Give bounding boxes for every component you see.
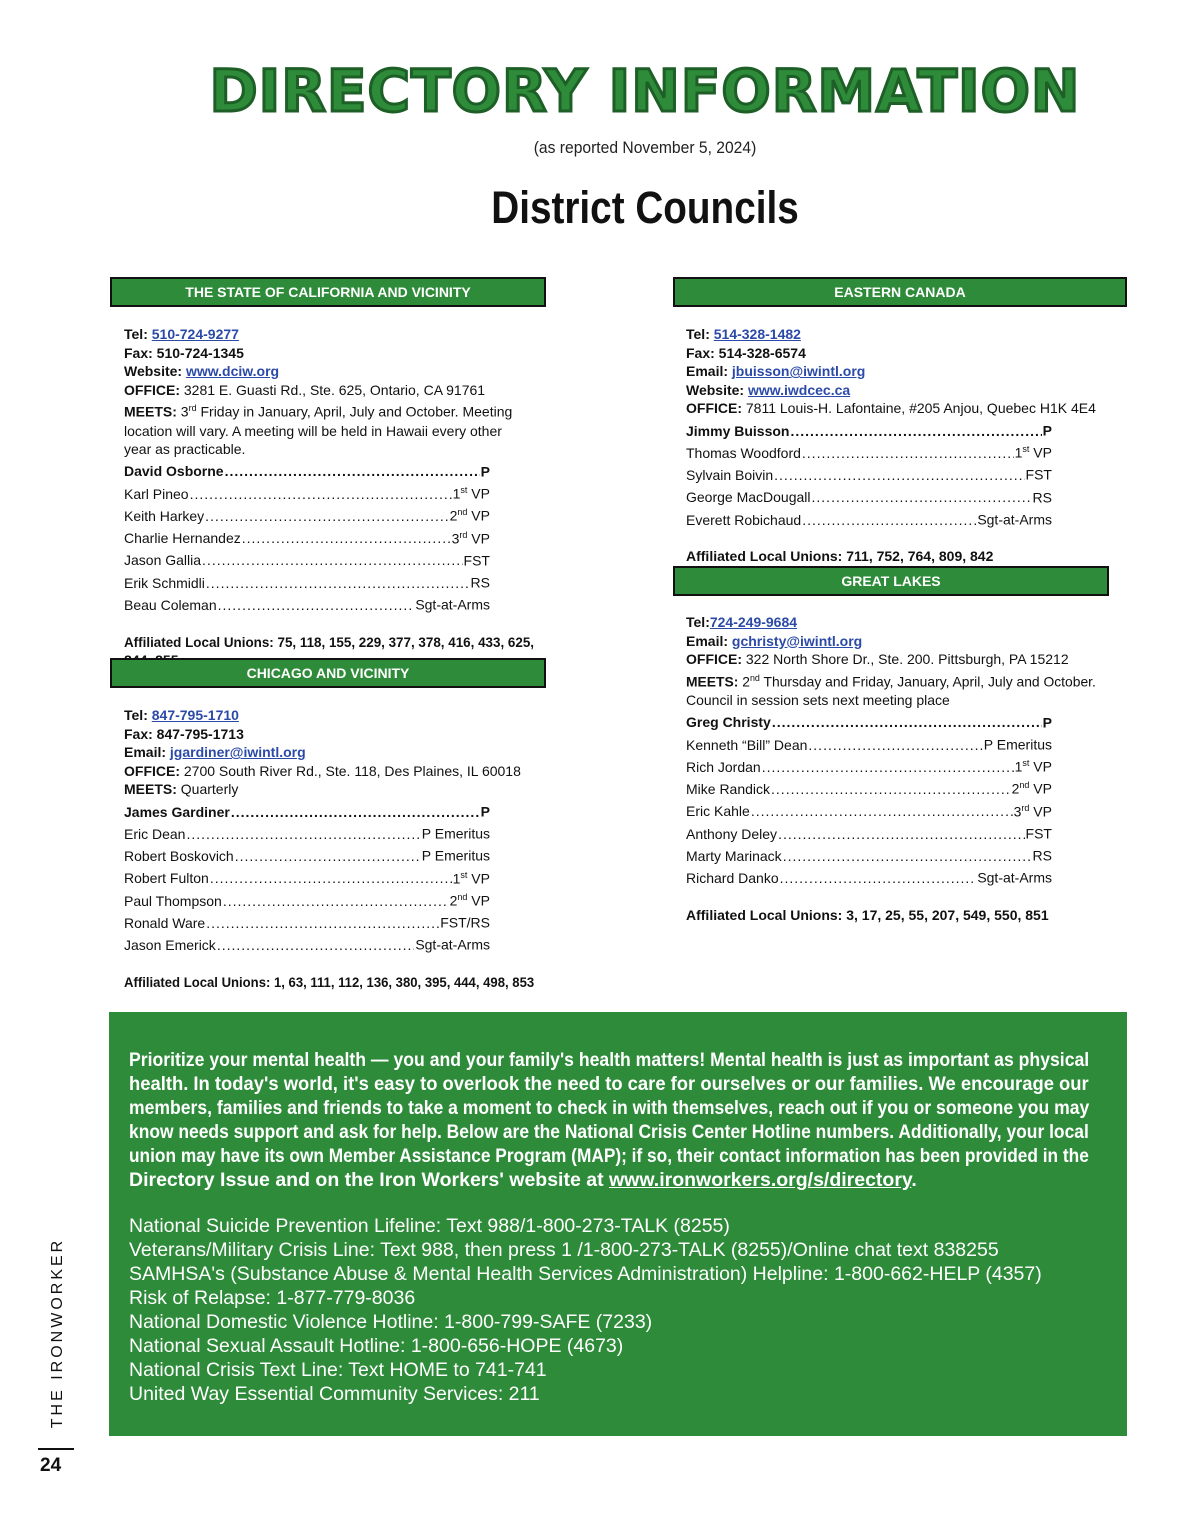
officer-name: Eric Kahle [686,803,750,820]
dot-leader [206,914,439,933]
officer-row [124,526,490,548]
officer-title: 1st VP [452,485,490,502]
officer-name: Anthony Deley [686,825,778,842]
officer-title: 2nd VP [449,891,490,909]
meets-line: MEETS: 2nd Thursday and Friday, January, April, July and October. [686,672,1096,690]
meets-line: MEETS: 3rd Friday in January, April, July and October. Meeting [124,403,513,421]
publication-name: THE IRONWORKER [49,1237,66,1428]
tel-link[interactable]: 514-328-1482 [713,326,801,342]
dot-leader [217,936,415,955]
tel-line: Tel: 847-795-1710 [124,707,239,723]
officer-list [686,418,1052,529]
dot-leader [231,803,480,822]
tel-link[interactable]: 847-795-1710 [151,707,239,723]
officer-name: Beau Coleman [124,596,217,613]
website-line: Website: www.dciw.org [124,363,280,380]
officer-name: Paul Thompson [124,892,222,909]
officer-title: P Emeritus [421,825,490,842]
officer-row [124,888,490,910]
hotline-item: Risk of Relapse: 1-877-779-8036 [129,1287,416,1309]
officer-row [124,821,490,843]
dot-leader [190,485,452,504]
email-line: Email: gchristy@iwintl.org [686,632,863,649]
tel-link[interactable]: 510-724-9277 [151,326,239,342]
hotline-list [129,1214,1089,1406]
officer-list [124,459,490,615]
great-lakes-heading: GREAT LAKES [673,566,1109,596]
officer-title: P Emeritus [983,736,1052,753]
officer-title: RS [1032,847,1052,864]
dot-leader [774,466,1024,485]
officer-row [686,507,1052,529]
officer-row [124,503,490,525]
dot-leader [206,574,470,593]
officer-row [124,592,490,614]
officer-name: Eric Dean [124,825,186,842]
email-line: Email: jgardiner@iwintl.org [124,744,306,761]
officer-name: Karl Pineo [124,485,189,502]
email-link[interactable]: jgardiner@iwintl.org [169,744,306,761]
officer-name: Everett Robichaud [686,511,802,528]
officer-title: 1st VP [452,869,490,887]
officer-name: Sylvain Boivin [686,467,774,484]
chicago-block [124,706,535,991]
meets-line-2: Council in session sets next meeting place [686,692,950,709]
tel-line: Tel:724-249-9684 [686,614,798,630]
directory-link[interactable]: www.ironworkers.org/s/directory [609,1169,912,1191]
officer-name: Robert Fulton [124,870,209,887]
dot-leader [802,511,976,530]
email-link[interactable]: jbuisson@iwintl.org [731,363,866,380]
dot-leader [225,462,480,481]
officer-row [686,440,1052,462]
dot-leader [202,551,463,570]
officer-name: Kenneth “Bill” Dean [686,736,808,753]
officer-name: Keith Harkey [124,507,205,524]
dot-leader [790,422,1041,441]
tel-line: Tel: 510-724-9277 [124,326,239,342]
officer-name: Marty Marinack [686,847,782,864]
officer-name: David Osborne [124,463,224,480]
officer-row [124,481,490,503]
officer-row [124,570,490,592]
officer-name: Jason Gallia [124,552,202,569]
dot-leader [778,825,1024,844]
page-number: 24 [40,1455,62,1476]
officer-title: Sgt-at-Arms [977,511,1052,528]
hotline-item: Veterans/Military Crisis Line: Text 988, then press 1 /1-800-273-TALK (8255)/Online chat text 838255 [129,1239,999,1261]
officer-row [124,548,490,570]
office-line: OFFICE: 2700 South River Rd., Ste. 118, Des Plaines, IL 60018 [124,762,521,779]
officer-name: Rich Jordan [686,758,761,775]
officer-row [686,418,1052,440]
officer-title: RS [470,574,490,591]
dot-leader [205,507,448,526]
officer-title: P Emeritus [421,848,490,865]
officer-title: P [480,803,490,820]
officer-row [124,459,490,481]
office-line: OFFICE: 7811 Louis-H. Lafontaine, #205 Anjou, Quebec H1K 4E4 [686,400,1096,417]
dot-leader [223,892,449,911]
officer-title: FST/RS [440,914,490,931]
california-heading: THE STATE OF CALIFORNIA AND VICINITY [110,277,546,307]
dot-leader [772,713,1042,732]
hotline-item: National Domestic Violence Hotline: 1-800-799-SAFE (7233) [129,1311,653,1333]
officer-row [124,910,490,932]
dot-leader [783,847,1032,866]
officer-name: George MacDougall [686,489,811,506]
dot-leader [780,869,977,888]
mental-health-box [109,1012,1127,1436]
officer-name: Erik Schmidli [124,574,205,591]
email-link[interactable]: gchristy@iwintl.org [731,632,863,649]
office-line: OFFICE: 3281 E. Guasti Rd., Ste. 625, Ontario, CA 91761 [124,381,486,398]
officer-row [686,776,1052,798]
affiliated-line: Affiliated Local Unions: 75, 118, 155, 229, 377, 378, 416, 433, 625, [124,633,535,650]
officer-name: Mike Randick [686,781,771,798]
officer-title: Sgt-at-Arms [977,870,1052,887]
officer-row [686,843,1052,865]
officer-row [124,843,490,865]
office-line: OFFICE: 322 North Shore Dr., Ste. 200. Pittsburgh, PA 15212 [686,651,1069,668]
dot-leader [762,758,1014,777]
officer-title: 1st VP [1014,758,1052,775]
dot-leader [186,825,420,844]
hotline-item: SAMHSA's (Substance Abuse & Mental Health Services Administration) Helpline: 1-800-662-HELP (4357) [129,1263,1042,1285]
tel-link[interactable]: 724-249-9684 [709,614,798,630]
affiliated-line: Affiliated Local Unions: 1, 63, 111, 112, 136, 380, 395, 444, 498, 853 [124,973,535,990]
officer-row [686,799,1052,821]
officer-name: Richard Danko [686,870,779,887]
officer-title: 3rd VP [1013,802,1052,820]
officer-name: Jason Emerick [124,937,216,954]
officer-title: P [480,463,490,480]
officer-name: Ronald Ware [124,914,206,931]
dot-leader [218,596,415,615]
hotline-item: National Sexual Assault Hotline: 1-800-656-HOPE (4673) [129,1335,624,1357]
website-link[interactable]: www.iwdcec.ca [747,381,851,398]
eastern-canada-heading: EASTERN CANADA [673,277,1127,307]
report-date: (as reported November 5, 2024) [533,138,757,157]
officer-name: Charlie Hernandez [124,530,241,547]
officer-list [686,710,1052,888]
fax-line: Fax: 510-724-1345 [124,344,244,361]
officer-row [124,866,490,888]
officer-row [686,754,1052,776]
dot-leader [210,869,452,888]
officer-title: P [1042,422,1052,439]
officer-row [686,462,1052,484]
officer-list [124,799,490,955]
fax-line: Fax: 514-328-6574 [686,344,806,361]
great-lakes-block [686,613,1096,924]
page-number-rule [38,1448,74,1450]
officer-title: Sgt-at-Arms [415,937,490,954]
website-line: Website: www.iwdcec.ca [686,381,851,398]
officer-row [686,710,1052,732]
officer-title: FST [1025,467,1052,484]
page-title: DIRECTORY INFORMATION [209,57,1081,125]
officer-title: RS [1032,489,1052,506]
dot-leader [242,529,451,548]
officer-name: Robert Boskovich [124,848,234,865]
officer-row [686,865,1052,887]
officer-name: Thomas Woodford [686,444,801,461]
hotline-item: United Way Essential Community Services: 211 [129,1383,540,1405]
officer-name: Greg Christy [686,714,771,731]
dot-leader [802,444,1014,463]
officer-title: 2nd VP [1011,780,1052,798]
hotline-item: National Suicide Prevention Lifeline: Text 988/1-800-273-TALK (8255) [129,1215,730,1237]
email-line: Email: jbuisson@iwintl.org [686,363,866,380]
officer-row [686,821,1052,843]
officer-row [124,799,490,821]
dot-leader [235,847,421,866]
dot-leader [808,736,982,755]
officer-title: FST [463,552,490,569]
officer-title: 2nd VP [449,507,490,524]
officer-title: FST [1025,825,1052,842]
meets-line: MEETS: Quarterly [124,781,239,798]
officer-row [124,932,490,954]
officer-title: P [1042,714,1052,731]
officer-title: Sgt-at-Arms [415,596,490,613]
section-title: District Councils [491,182,799,233]
affiliated-line: Affiliated Local Unions: 3, 17, 25, 55, 207, 549, 550, 851 [686,906,1049,923]
officer-name: James Gardiner [124,803,230,820]
mental-health-intro: Prioritize your mental health — you and your family's health matters! Mental health is just as important as physical health. In today's world, it's easy to overlook the need to care for ourselves or our families. We encourage our members, families and friends to take a moment to check in with themselves, reach out if you or someone you may know needs support and ask for help. Below are the National Crisis Center Hotline numbers. Additionally, your local union may have its own Member Assistance Program (MAP); if so, their contact information has been provided in the Directory Issue and on the Iron Workers' website at www.ironworkers.org/s/directory. [129,1049,1090,1191]
affiliated-line: Affiliated Local Unions: 711, 752, 764, 809, 842 [686,548,994,565]
meets-line-2: location will vary. A meeting will be held in Hawaii every other [124,422,502,439]
officer-row [686,485,1052,507]
meets-line-3: year as practicable. [124,441,246,458]
website-link[interactable]: www.dciw.org [185,363,280,380]
officer-title: 1st VP [1014,444,1052,461]
dot-leader [771,780,1011,799]
dot-leader [751,802,1013,821]
california-block [124,325,535,670]
fax-line: Fax: 847-795-1713 [124,725,244,742]
eastern-canada-block [686,325,1096,566]
chicago-heading: CHICAGO AND VICINITY [110,658,546,688]
dot-leader [812,488,1032,507]
tel-line: Tel: 514-328-1482 [686,326,801,342]
officer-title: 3rd VP [451,529,490,547]
officer-name: Jimmy Buisson [686,422,790,439]
officer-row [686,732,1052,754]
hotline-item: National Crisis Text Line: Text HOME to 741-741 [129,1359,547,1381]
